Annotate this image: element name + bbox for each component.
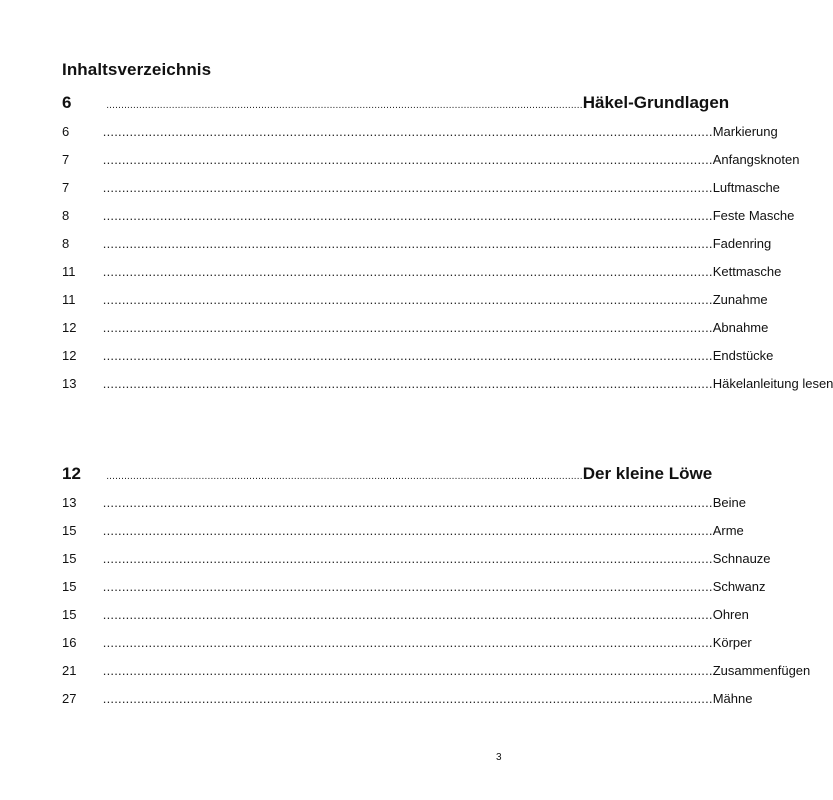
toc-section-page: 6: [62, 93, 72, 112]
toc-entry-page: 12: [62, 320, 77, 335]
toc-entry-label: Kettmasche: [712, 264, 782, 279]
toc-entry-label: Endstücke: [712, 348, 774, 363]
toc-leader-dots: ................................................................................................................................................................: [100, 292, 713, 307]
toc-entry-page: 7: [62, 152, 70, 167]
toc-entry-label: Markierung: [712, 124, 778, 139]
toc-leader-dots: ................................................................................................................................................................: [100, 551, 713, 566]
toc-entry-label: Mähne: [712, 691, 753, 706]
toc-leader-dots: ................................................................................................................................................................: [100, 523, 713, 538]
toc-leader-dots: ................................................................................................................................................................: [100, 124, 713, 139]
toc-entry-label: Arme: [712, 523, 744, 538]
toc-entry: [62, 208, 795, 228]
toc-leader-dots: ................................................................................................................................................................: [104, 100, 583, 111]
toc-entry-page: 15: [62, 607, 77, 622]
toc-entry-label: Anfangsknoten: [712, 152, 800, 167]
toc-entry-label: Zunahme: [712, 292, 768, 307]
toc-entry-label: Schnauze: [712, 551, 771, 566]
toc-entry: [62, 180, 780, 200]
page-number: 3: [496, 752, 502, 763]
toc-entry: [62, 152, 800, 172]
toc-leader-dots: ................................................................................................................................................................: [100, 579, 713, 594]
toc-leader-dots: ................................................................................................................................................................: [100, 236, 713, 251]
toc-leader-dots: ................................................................................................................................................................: [100, 635, 713, 650]
toc-entry: [62, 348, 774, 368]
toc-entry: [62, 635, 752, 655]
toc-entry-page: 11: [62, 292, 76, 307]
toc-entry-page: 6: [62, 124, 70, 139]
toc-leader-dots: ................................................................................................................................................................: [104, 471, 583, 482]
toc-leader-dots: ................................................................................................................................................................: [100, 495, 713, 510]
toc-entry-page: 7: [62, 180, 70, 195]
toc-entry-label: Feste Masche: [712, 208, 795, 223]
toc-entry-page: 16: [62, 635, 77, 650]
toc-entry-label: Schwanz: [712, 579, 766, 594]
toc-entry-page: 13: [62, 495, 77, 510]
toc-entry-label: Häkelanleitung lesen: [712, 376, 833, 391]
toc-entry-page: 13: [62, 376, 77, 391]
toc-entry-label: Beine: [712, 495, 746, 510]
toc-entry: [62, 607, 749, 627]
toc-title: Inhaltsverzeichnis: [62, 60, 212, 79]
toc-entry-label: Körper: [712, 635, 752, 650]
toc-leader-dots: ................................................................................................................................................................: [100, 607, 713, 622]
toc-section-header: [62, 464, 713, 484]
toc-entry: [62, 495, 746, 515]
toc-leader-dots: ................................................................................................................................................................: [100, 348, 713, 363]
toc-entry-page: 15: [62, 551, 77, 566]
toc-entry: [62, 551, 771, 571]
toc-entry-label: Fadenring: [712, 236, 772, 251]
toc-leader-dots: ................................................................................................................................................................: [100, 180, 713, 195]
toc-entry: [62, 691, 753, 711]
toc-leader-dots: ................................................................................................................................................................: [100, 691, 713, 706]
toc-entry-page: 8: [62, 208, 70, 223]
toc-entry-page: 21: [62, 663, 77, 678]
toc-entry: [62, 663, 811, 683]
toc-entry: [62, 320, 769, 340]
toc-entry-page: 12: [62, 348, 77, 363]
toc-entry: [62, 523, 744, 543]
toc-leader-dots: ................................................................................................................................................................: [100, 663, 713, 678]
toc-entry: [62, 579, 766, 599]
toc-entry-label: Abnahme: [712, 320, 769, 335]
toc-entry: [62, 236, 772, 256]
toc-entry-label: Ohren: [712, 607, 749, 622]
toc-entry: [62, 376, 833, 396]
toc-entry-label: Zusammenfügen: [712, 663, 811, 678]
toc-entry-page: 15: [62, 579, 77, 594]
toc-entry-page: 27: [62, 691, 77, 706]
toc-entry-label: Luftmasche: [712, 180, 780, 195]
toc-leader-dots: ................................................................................................................................................................: [100, 152, 713, 167]
toc-entry-page: 15: [62, 523, 77, 538]
toc-entry: [62, 264, 782, 284]
toc-section-header: [62, 93, 730, 113]
toc-leader-dots: ................................................................................................................................................................: [100, 264, 713, 279]
toc-section-page: 12: [62, 464, 81, 483]
toc-leader-dots: ................................................................................................................................................................: [100, 208, 713, 223]
toc-section-label: Der kleine Löwe: [582, 464, 713, 483]
toc-entry-page: 8: [62, 236, 70, 251]
toc-leader-dots: ................................................................................................................................................................: [100, 320, 713, 335]
toc-entry: [62, 124, 778, 144]
toc-section-label: Häkel-Grundlagen: [582, 93, 730, 112]
toc-leader-dots: ................................................................................................................................................................: [100, 376, 713, 391]
toc-entry-page: 11: [62, 264, 76, 279]
toc-entry: [62, 292, 768, 312]
